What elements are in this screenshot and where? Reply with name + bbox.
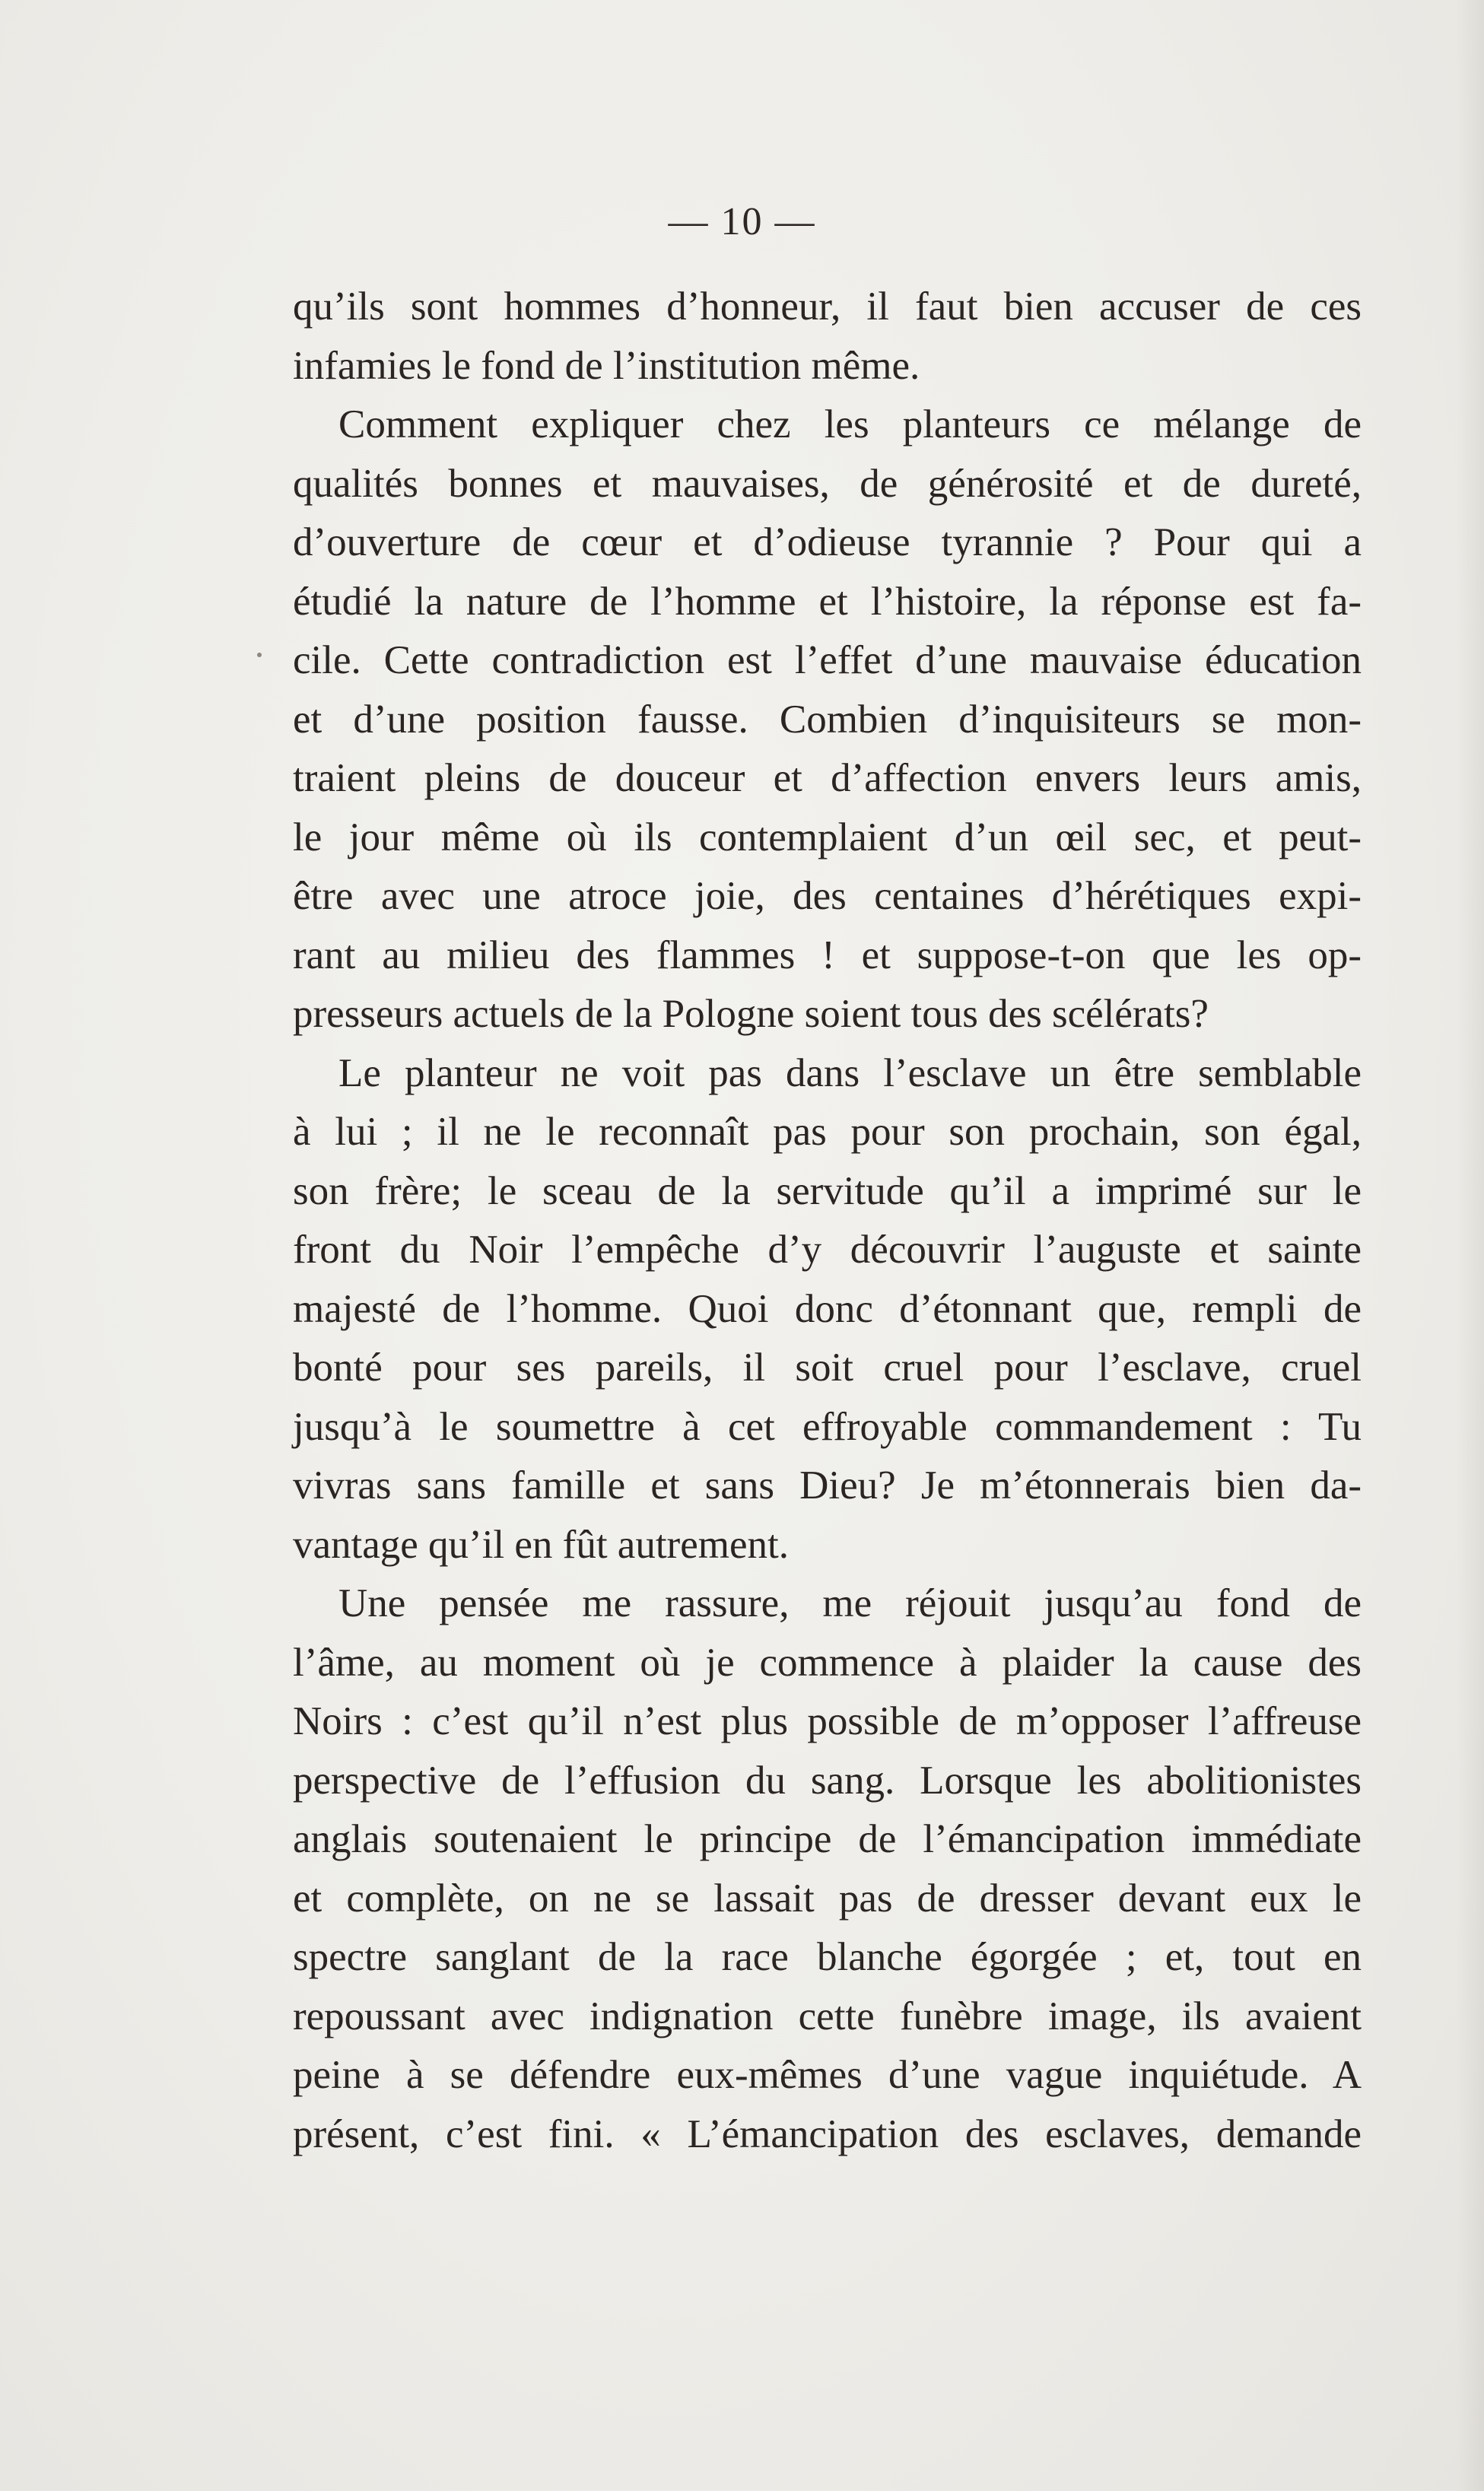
text-line: rant au milieu des flammes ! et suppose-t-on que les op- (293, 933, 1362, 977)
text-line: étudié la nature de l’homme et l’histoire, la réponse est fa- (293, 579, 1362, 624)
text-line: à lui ; il ne le reconnaît pas pour son prochain, son égal, (293, 1110, 1362, 1154)
text-line: front du Noir l’empêche d’y découvrir l’auguste et sainte (293, 1228, 1362, 1272)
paragraph (293, 1044, 1362, 1575)
text-line: anglais soutenaient le principe de l’émancipation immédiate (293, 1817, 1362, 1861)
text-line: et complète, on ne se lassait pas de dresser devant eux le (293, 1876, 1362, 1921)
text-line: qu’ils sont hommes d’honneur, il faut bien accuser de ces (293, 284, 1362, 329)
text-line: vantage qu’il en fût autrement. (293, 1522, 789, 1567)
text-line: cile. Cette contradiction est l’effet d’une mauvaise éducation (293, 638, 1362, 682)
page-number: — 10 — (668, 200, 816, 243)
text-line: l’âme, au moment où je commence à plaider la cause des (293, 1640, 1362, 1685)
paragraph (293, 1574, 1362, 2164)
text-line: perspective de l’effusion du sang. Lorsque les abolitionistes (293, 1758, 1362, 1803)
text-line: le jour même où ils contemplaient d’un œil sec, et peut- (293, 815, 1362, 859)
text-line: vivras sans famille et sans Dieu? Je m’étonnerais bien da- (293, 1463, 1362, 1508)
text-line: et d’une position fausse. Combien d’inquisiteurs se mon- (293, 697, 1362, 742)
text-line: son frère; le sceau de la servitude qu’il a imprimé sur le (293, 1168, 1362, 1213)
text-line: spectre sanglant de la race blanche égorgée ; et, tout en (293, 1935, 1362, 1979)
text-line: repoussant avec indignation cette funèbre image, ils avaient (293, 1994, 1362, 2038)
text-line: Comment expliquer chez les planteurs ce mélange de (338, 402, 1362, 446)
text-line: Noirs : c’est qu’il n’est plus possible de m’opposer l’affreuse (293, 1699, 1362, 1743)
text-line: peine à se défendre eux-mêmes d’une vague inquiétude. A (293, 2053, 1362, 2097)
text-line: présent, c’est fini. « L’émancipation des esclaves, demande (293, 2111, 1362, 2156)
text-line: bonté pour ses pareils, il soit cruel pour l’esclave, cruel (293, 1346, 1362, 1390)
margin-mark (257, 653, 262, 657)
text-line: qualités bonnes et mauvaises, de générosité et de dureté, (293, 461, 1362, 506)
paragraph (293, 396, 1362, 1044)
text-line: majesté de l’homme. Quoi donc d’étonnant que, rempli de (293, 1286, 1362, 1331)
text-line: d’ouverture de cœur et d’odieuse tyrannie ? Pour qui a (293, 520, 1362, 564)
body-text (293, 278, 1362, 2164)
text-line: jusqu’à le soumettre à cet effroyable commandement : Tu (293, 1404, 1362, 1449)
text-line: Une pensée me rassure, me réjouit jusqu’au fond de (338, 1581, 1362, 1625)
text-line: être avec une atroce joie, des centaines d’hérétiques expi- (293, 874, 1362, 918)
text-line: Le planteur ne voit pas dans l’esclave un être semblable (338, 1050, 1362, 1095)
paragraph (293, 278, 1362, 396)
text-line: traient pleins de douceur et d’affection envers leurs amis, (293, 756, 1362, 800)
text-line: infamies le fond de l’institution même. (293, 343, 920, 388)
page-edge-shadow (1457, 0, 1484, 2491)
text-line: presseurs actuels de la Pologne soient tous des scélérats? (293, 992, 1209, 1036)
